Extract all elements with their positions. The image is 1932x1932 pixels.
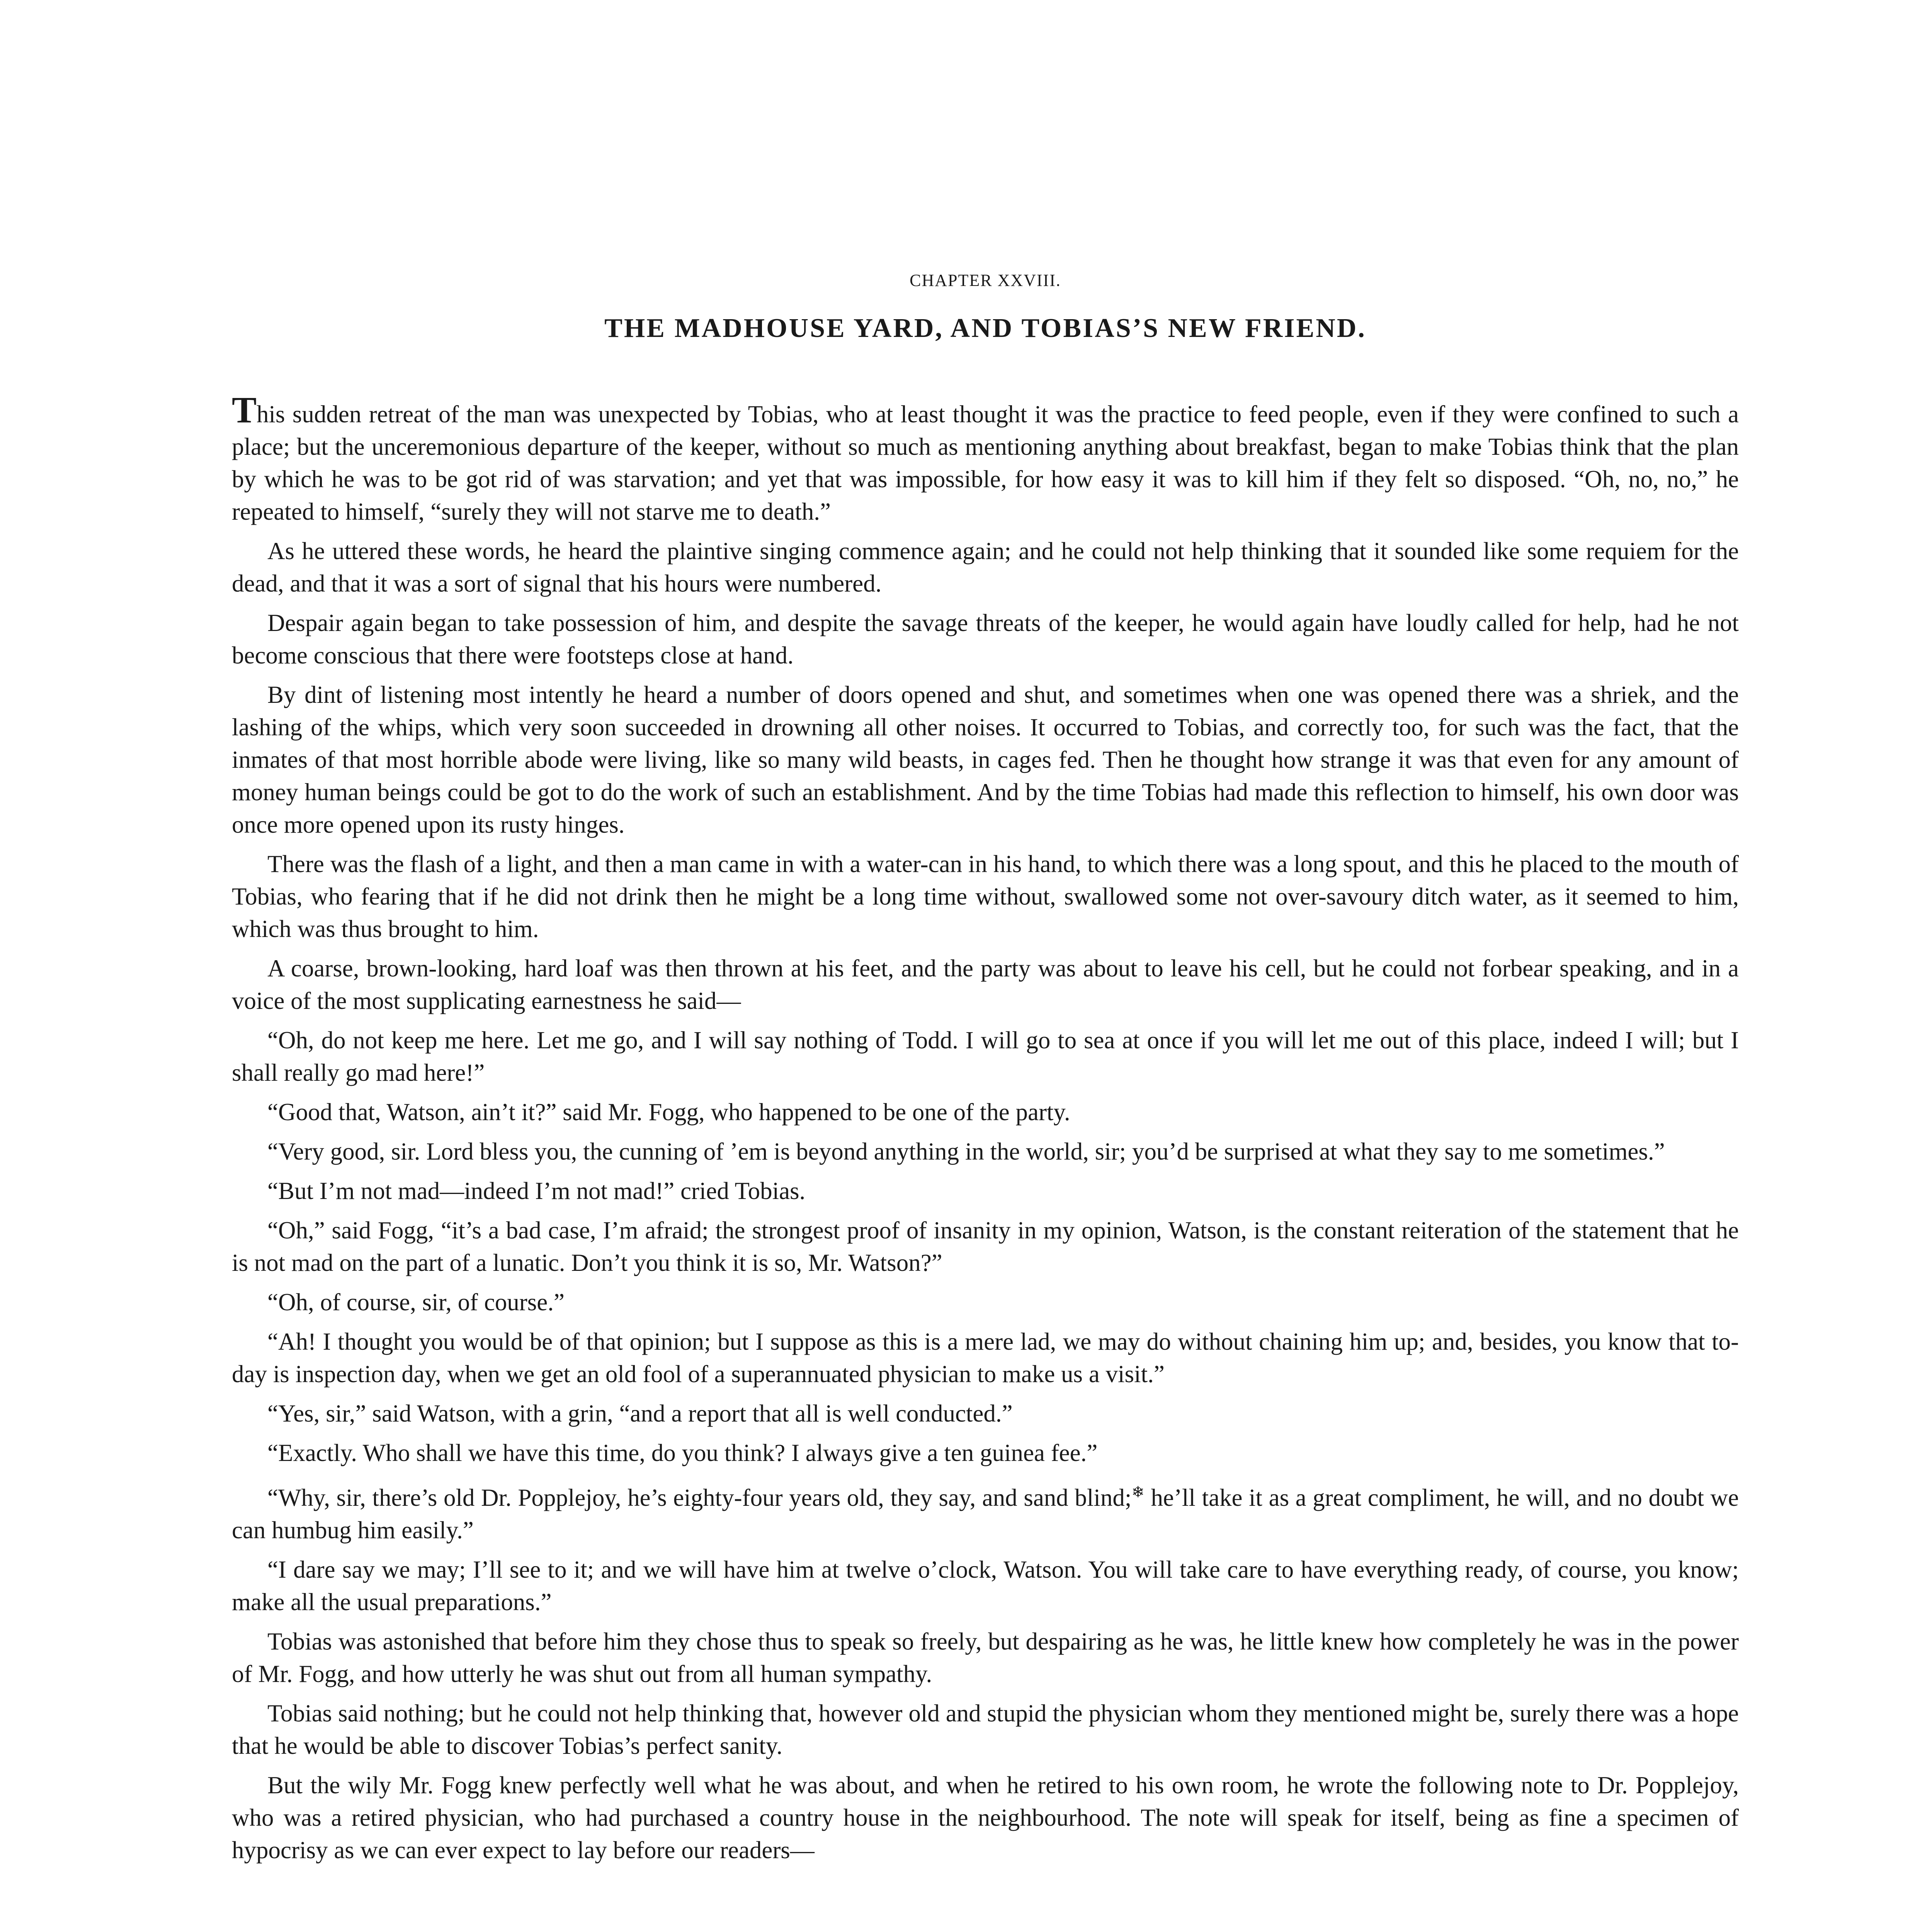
chapter-body	[232, 389, 1739, 1873]
paragraph-text: his sudden retreat of the man was unexpected by Tobias, who at least thought it was the practice to feed people, even if they were confined to such a place; but the unceremonious departure of the keeper, without so much as mentioning anything about breakfast, began to make Tobias think that the plan by which he was to be got rid of was starvation; and yet that was impossible, for how easy it was to kill him if they felt so disposed. “Oh, no, no,” he repeated to himself, “surely they will not starve me to death.”	[232, 401, 1739, 525]
chapter-title: THE MADHOUSE YARD, AND TOBIAS’S NEW FRIEND.	[604, 313, 1366, 343]
paragraph: Tobias said nothing; but he could not help thinking that, however old and stupid the physician whom they mentioned might be, surely there was a hope that he would be able to discover Tobias’s perfect sanity.	[232, 1700, 1739, 1759]
chapter-number: CHAPTER XXVIII.	[910, 271, 1061, 290]
paragraph: “I dare say we may; I’ll see to it; and we will have him at twelve o’clock, Watson. You will take care to have everything ready, of course, you know; make all the usual preparations.”	[232, 1556, 1739, 1616]
paragraph-text: “Why, sir, there’s old Dr. Popplejoy, he’s eighty-four years old, they say, and sand blind;	[267, 1484, 1132, 1511]
footnote-mark[interactable]: ❄	[1131, 1483, 1145, 1501]
paragraph: “Exactly. Who shall we have this time, do you think? I always give a ten guinea fee.”	[267, 1439, 1098, 1466]
paragraph: As he uttered these words, he heard the plaintive singing commence again; and he could not help thinking that it sounded like some requiem for the dead, and that it was a sort of signal that his hours were numbered.	[232, 537, 1739, 597]
paragraph: By dint of listening most intently he heard a number of doors opened and shut, and sometimes when one was opened there was a shriek, and the lashing of the whips, which very soon succeeded in drowning all other noises. It occurred to Tobias, and correctly too, for such was the fact, that the inmates of that most horrible abode were living, like so many wild beasts, in cages fed. Then he thought how strange it was that even for any amount of money human beings could be got to do the work of such an establishment. And by the time Tobias had made this reflection to himself, his own door was once more opened upon its rusty hinges.	[232, 681, 1739, 838]
drop-cap: T	[232, 389, 257, 430]
paragraph: “Oh, of course, sir, of course.”	[267, 1289, 565, 1316]
paragraph: But the wily Mr. Fogg knew perfectly well what he was about, and when he retired to his own room, he wrote the following note to Dr. Popplejoy, who was a retired physician, who had purchased a country house in the neighbourhood. The note will speak for itself, being as fine a specimen of hypocrisy as we can ever expect to lay before our readers—	[232, 1772, 1739, 1864]
paragraph: “Ah! I thought you would be of that opinion; but I suppose as this is a mere lad, we may do without chaining him up; and, besides, you know that to-day is inspection day, when we get an old fool of a superannuated physician to make us a visit.”	[232, 1328, 1739, 1388]
paragraph: “Oh,” said Fogg, “it’s a bad case, I’m afraid; the strongest proof of insanity in my opinion, Watson, is the constant reiteration of the statement that he is not mad on the part of a lunatic. Don’t you think it is so, Mr. Watson?”	[232, 1217, 1739, 1276]
paragraph: There was the flash of a light, and then a man came in with a water-can in his hand, to which there was a long spout, and this he placed to the mouth of Tobias, who fearing that if he did not drink then he might be a long time without, swallowed some not over-savoury ditch water, as it seemed to him, which was thus brought to him.	[232, 850, 1739, 942]
paragraph: “Oh, do not keep me here. Let me go, and I will say nothing of Todd. I will go to sea at once if you will let me out of this place, indeed I will; but I shall really go mad here!”	[232, 1027, 1739, 1086]
paragraph	[232, 389, 1739, 528]
paragraph-text: he’ll take it as a great compliment, he will, and no doubt we can humbug him easily.”	[232, 1484, 1739, 1544]
paragraph: Despair again began to take possession of him, and despite the savage threats of the keeper, he would again have loudly called for help, had he not become conscious that there were footsteps close at hand.	[232, 609, 1739, 669]
paragraph: “Very good, sir. Lord bless you, the cunning of ’em is beyond anything in the world, sir; you’d be surprised at what they say to me sometimes.”	[267, 1138, 1665, 1165]
paragraph	[232, 1476, 1739, 1546]
paragraph: “Good that, Watson, ain’t it?” said Mr. Fogg, who happened to be one of the party.	[267, 1099, 1070, 1126]
paragraph: A coarse, brown-looking, hard loaf was then thrown at his feet, and the party was about to leave his cell, but he could not forbear speaking, and in a voice of the most supplicating earnestness he said—	[232, 955, 1739, 1014]
paragraph: “Yes, sir,” said Watson, with a grin, “and a report that all is well conducted.”	[267, 1400, 1013, 1427]
paragraph: Tobias was astonished that before him they chose thus to speak so freely, but despairing as he was, he little knew how completely he was in the power of Mr. Fogg, and how utterly he was shut out from all human sympathy.	[232, 1628, 1739, 1687]
paragraph: “But I’m not mad—indeed I’m not mad!” cried Tobias.	[267, 1177, 806, 1204]
